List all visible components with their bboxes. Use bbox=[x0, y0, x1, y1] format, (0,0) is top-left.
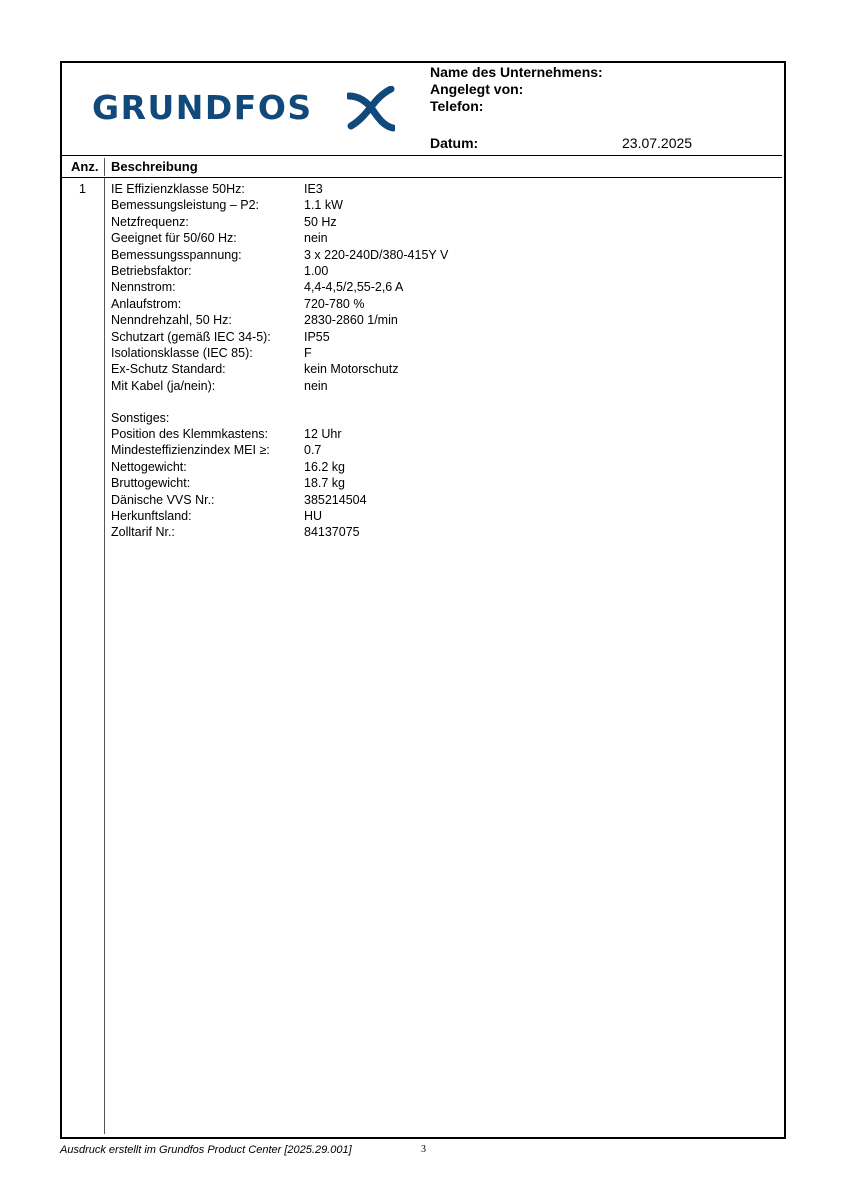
column-header-separator bbox=[104, 158, 105, 176]
description-column-header: Beschreibung bbox=[111, 159, 198, 174]
spec-value: 720-780 % bbox=[304, 296, 365, 311]
other-specifications-list bbox=[111, 426, 711, 541]
spec-row bbox=[111, 361, 711, 377]
date-value: 23.07.2025 bbox=[622, 135, 693, 151]
quantity-column-header: Anz. bbox=[71, 159, 99, 174]
spec-value: 16.2 kg bbox=[304, 459, 346, 474]
spec-label: Betriebsfaktor: bbox=[111, 263, 192, 278]
spec-label: Bruttogewicht: bbox=[111, 476, 191, 491]
spec-value: 84137075 bbox=[304, 525, 360, 540]
spec-row bbox=[111, 524, 711, 540]
grundfos-x-icon bbox=[347, 86, 395, 132]
spec-value: 385214504 bbox=[304, 492, 367, 507]
spec-label: Position des Klemmkastens: bbox=[111, 427, 269, 441]
spec-label: Herkunftsland: bbox=[111, 508, 192, 523]
spec-row bbox=[111, 378, 711, 394]
spec-row bbox=[111, 181, 711, 197]
column-header-divider bbox=[62, 177, 782, 178]
date-label: Datum: bbox=[430, 135, 479, 151]
grundfos-logo bbox=[92, 86, 402, 132]
spec-value: nein bbox=[304, 378, 328, 393]
spec-label: Nettogewicht: bbox=[111, 459, 187, 474]
specifications-list bbox=[111, 181, 711, 394]
spec-value: 1.1 kW bbox=[304, 198, 343, 213]
spec-row bbox=[111, 508, 711, 524]
spec-value: 18.7 kg bbox=[304, 476, 346, 491]
column-separator bbox=[104, 178, 105, 1134]
spec-row bbox=[111, 312, 711, 328]
spec-row bbox=[111, 247, 711, 263]
spec-label: Bemessungsleistung – P2: bbox=[111, 198, 260, 213]
spec-row bbox=[111, 426, 711, 442]
spec-label: Schutzart (gemäß IEC 34-5): bbox=[111, 329, 271, 344]
spec-value: 1.00 bbox=[304, 263, 329, 278]
spec-label: Dänische VVS Nr.: bbox=[111, 492, 215, 507]
spec-label: Geeignet für 50/60 Hz: bbox=[111, 231, 237, 246]
spec-label: Bemessungsspannung: bbox=[111, 247, 242, 262]
spec-label: Zolltarif Nr.: bbox=[111, 525, 175, 540]
spec-row bbox=[111, 475, 711, 491]
spec-value: 4,4-4,5/2,55-2,6 A bbox=[304, 280, 404, 295]
spec-label: Isolationsklasse (IEC 85): bbox=[111, 345, 253, 360]
company-name-label: Name des Unternehmens: bbox=[430, 64, 603, 80]
created-by-label: Angelegt von: bbox=[430, 81, 524, 97]
spec-value: 2830-2860 1/min bbox=[304, 313, 398, 328]
spec-value: nein bbox=[304, 231, 328, 246]
spec-value: IE3 bbox=[304, 182, 323, 196]
spec-value: 12 Uhr bbox=[304, 427, 342, 441]
spec-row bbox=[111, 197, 711, 213]
spec-row bbox=[111, 442, 711, 458]
spec-row bbox=[111, 329, 711, 345]
spec-value: 0.7 bbox=[304, 443, 322, 458]
header-divider bbox=[62, 155, 782, 156]
spec-row bbox=[111, 214, 711, 230]
spec-value: 3 x 220-240D/380-415Y V bbox=[304, 247, 449, 262]
spec-row bbox=[111, 279, 711, 295]
other-section-title: Sonstiges: bbox=[111, 411, 170, 425]
spec-row bbox=[111, 230, 711, 246]
spec-value: kein Motorschutz bbox=[304, 362, 399, 377]
spec-label: Ex-Schutz Standard: bbox=[111, 362, 226, 377]
spec-row bbox=[111, 296, 711, 312]
spec-row bbox=[111, 263, 711, 279]
spec-value: HU bbox=[304, 508, 323, 523]
date-row bbox=[430, 135, 780, 153]
spec-label: IE Effizienzklasse 50Hz: bbox=[111, 182, 245, 196]
footer-note: Ausdruck erstellt im Grundfos Product Center [2025.29.001] bbox=[60, 1144, 352, 1156]
spec-row bbox=[111, 459, 711, 475]
logo-wordmark: GRUNDFOS bbox=[92, 88, 313, 127]
spec-value: IP55 bbox=[304, 329, 330, 344]
spec-label: Mit Kabel (ja/nein): bbox=[111, 378, 216, 393]
spec-label: Nenndrehzahl, 50 Hz: bbox=[111, 313, 232, 328]
page-number: 3 bbox=[421, 1144, 426, 1155]
spec-value: 50 Hz bbox=[304, 214, 337, 229]
spec-value: F bbox=[304, 345, 312, 360]
phone-label: Telefon: bbox=[430, 98, 484, 114]
spec-row bbox=[111, 492, 711, 508]
spec-row bbox=[111, 345, 711, 361]
spec-label: Anlaufstrom: bbox=[111, 296, 182, 311]
spec-label: Netzfrequenz: bbox=[111, 214, 189, 229]
spec-label: Nennstrom: bbox=[111, 280, 176, 295]
item-quantity: 1 bbox=[79, 182, 86, 196]
spec-label: Mindesteffizienzindex MEI ≥: bbox=[111, 443, 270, 458]
header-info bbox=[430, 64, 780, 115]
